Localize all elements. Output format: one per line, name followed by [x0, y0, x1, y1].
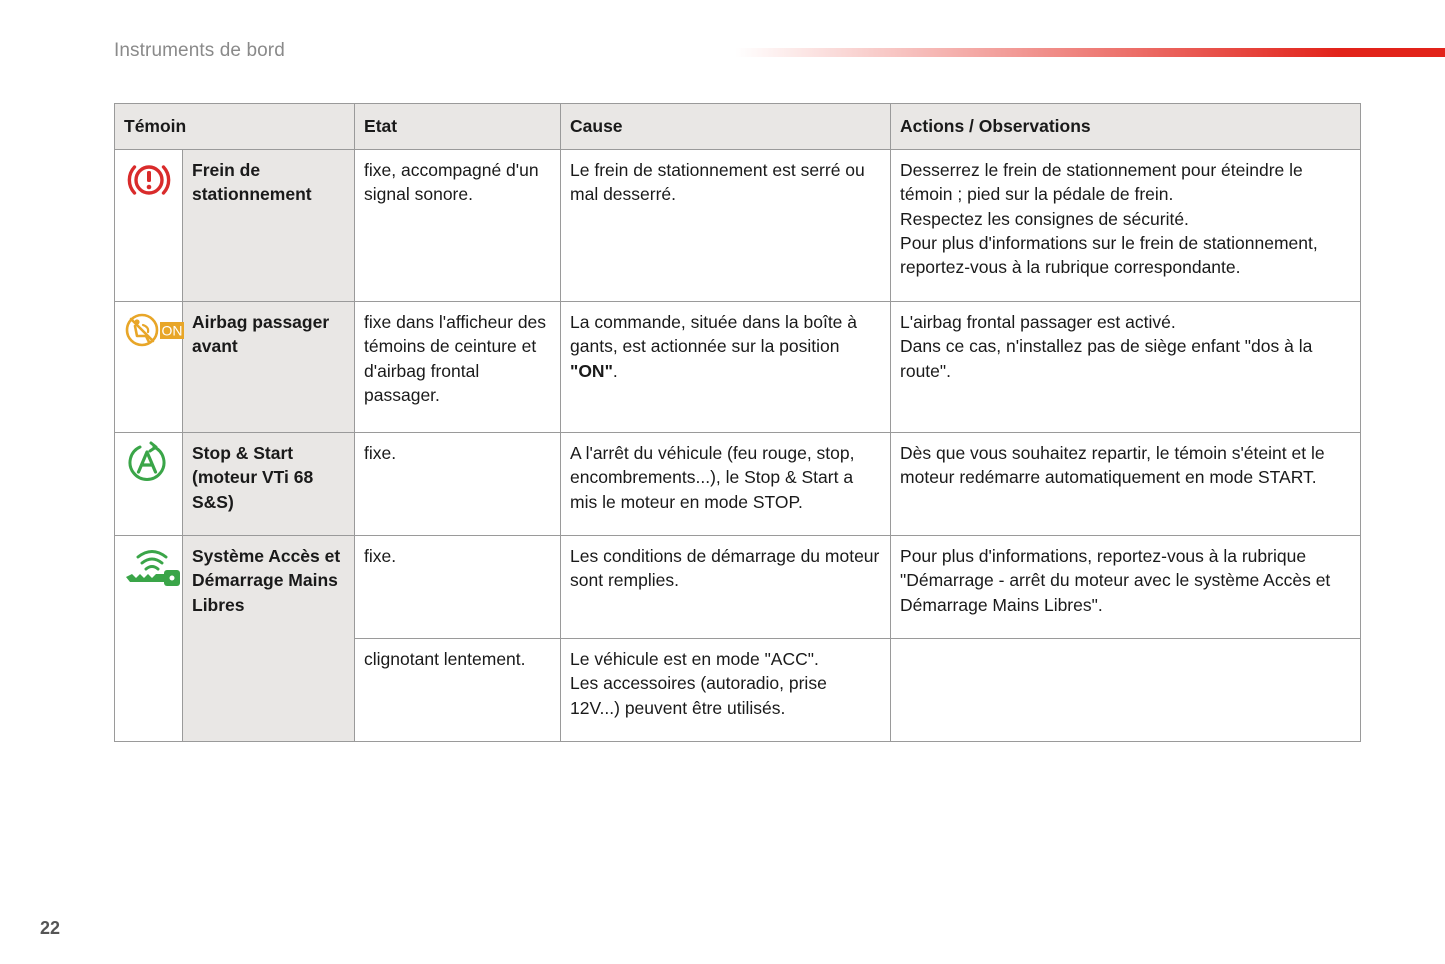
table-row	[115, 302, 1361, 433]
state-cell: clignotant lentement.	[355, 639, 561, 742]
warning-name: Frein de stationnement	[183, 150, 355, 302]
cause-cell: A l'arrêt du véhicule (feu rouge, stop, encombrements...), le Stop & Start a mis le moteur en mode STOP.	[561, 433, 891, 536]
icon-cell	[115, 433, 183, 536]
icon-cell	[115, 302, 183, 433]
cause-line: Le véhicule est en mode "ACC".	[570, 649, 819, 669]
action-line: Dès que vous souhaitez repartir, le témoin s'éteint et le moteur redémarre automatiquement en mode START.	[900, 443, 1325, 488]
cause-cell	[561, 639, 891, 742]
icon-cell	[115, 536, 183, 742]
actions-cell	[891, 150, 1361, 302]
action-line: Respectez les consignes de sécurité.	[900, 208, 1189, 229]
page-number: 22	[40, 918, 61, 938]
header-etat: Etat	[355, 104, 561, 150]
header-actions: Actions / Observations	[891, 104, 1361, 150]
actions-cell	[891, 433, 1361, 536]
parking-brake-warning-icon	[124, 158, 174, 208]
actions-cell	[891, 536, 1361, 639]
state-cell: fixe dans l'afficheur des témoins de ceinture et d'airbag frontal passager.	[355, 302, 561, 433]
cause-bold-text: "ON"	[570, 360, 613, 381]
state-cell: fixe.	[355, 433, 561, 536]
airbag-icon-label: ON	[161, 322, 183, 339]
warning-name: Airbag passager avant	[183, 302, 355, 433]
header-cause: Cause	[561, 104, 891, 150]
state-cell: fixe.	[355, 536, 561, 639]
cause-cell: Les conditions de démarrage du moteur sont remplies.	[561, 536, 891, 639]
cause-cell: Le frein de stationnement est serré ou mal desserré.	[561, 150, 891, 302]
cause-text-end: .	[612, 360, 618, 381]
action-line: Dans ce cas, n'installez pas de siège enfant "dos à la route".	[900, 336, 1313, 381]
keyless-access-start-icon	[124, 544, 184, 594]
stop-start-icon	[124, 441, 170, 491]
action-line: Pour plus d'informations, reportez-vous à la rubrique "Démarrage - arrêt du moteur avec le système Accès et Démarrage Mains Libres".	[900, 546, 1331, 615]
table-header-row	[115, 104, 1361, 150]
header-accent-bar	[735, 48, 1445, 57]
cause-cell	[561, 302, 891, 433]
table-row	[115, 536, 1361, 639]
warning-name: Système Accès et Démarrage Mains Libres	[183, 536, 355, 742]
actions-cell-empty	[891, 639, 1361, 742]
state-cell: fixe, accompagné d'un signal sonore.	[355, 150, 561, 302]
passenger-airbag-on-icon	[124, 310, 186, 356]
action-line: Pour plus d'informations sur le frein de stationnement, reportez-vous à la rubrique correspondante.	[900, 232, 1318, 278]
icon-cell	[115, 150, 183, 302]
header-temoin: Témoin	[115, 104, 355, 150]
action-line: L'airbag frontal passager est activé.	[900, 312, 1176, 332]
cause-line: Les accessoires (autoradio, prise 12V...) peuvent être utilisés.	[570, 673, 827, 718]
actions-cell	[891, 302, 1361, 433]
warning-lights-table	[114, 103, 1361, 742]
warning-name: Stop & Start (moteur VTi 68 S&S)	[183, 433, 355, 536]
page-section-title: Instruments de bord	[114, 40, 285, 61]
table-row	[115, 150, 1361, 302]
table-row	[115, 433, 1361, 536]
cause-text: La commande, située dans la boîte à gants, est actionnée sur la position	[570, 312, 858, 357]
action-line: Desserrez le frein de stationnement pour éteindre le témoin ; pied sur la pédale de frein.	[900, 160, 1303, 205]
